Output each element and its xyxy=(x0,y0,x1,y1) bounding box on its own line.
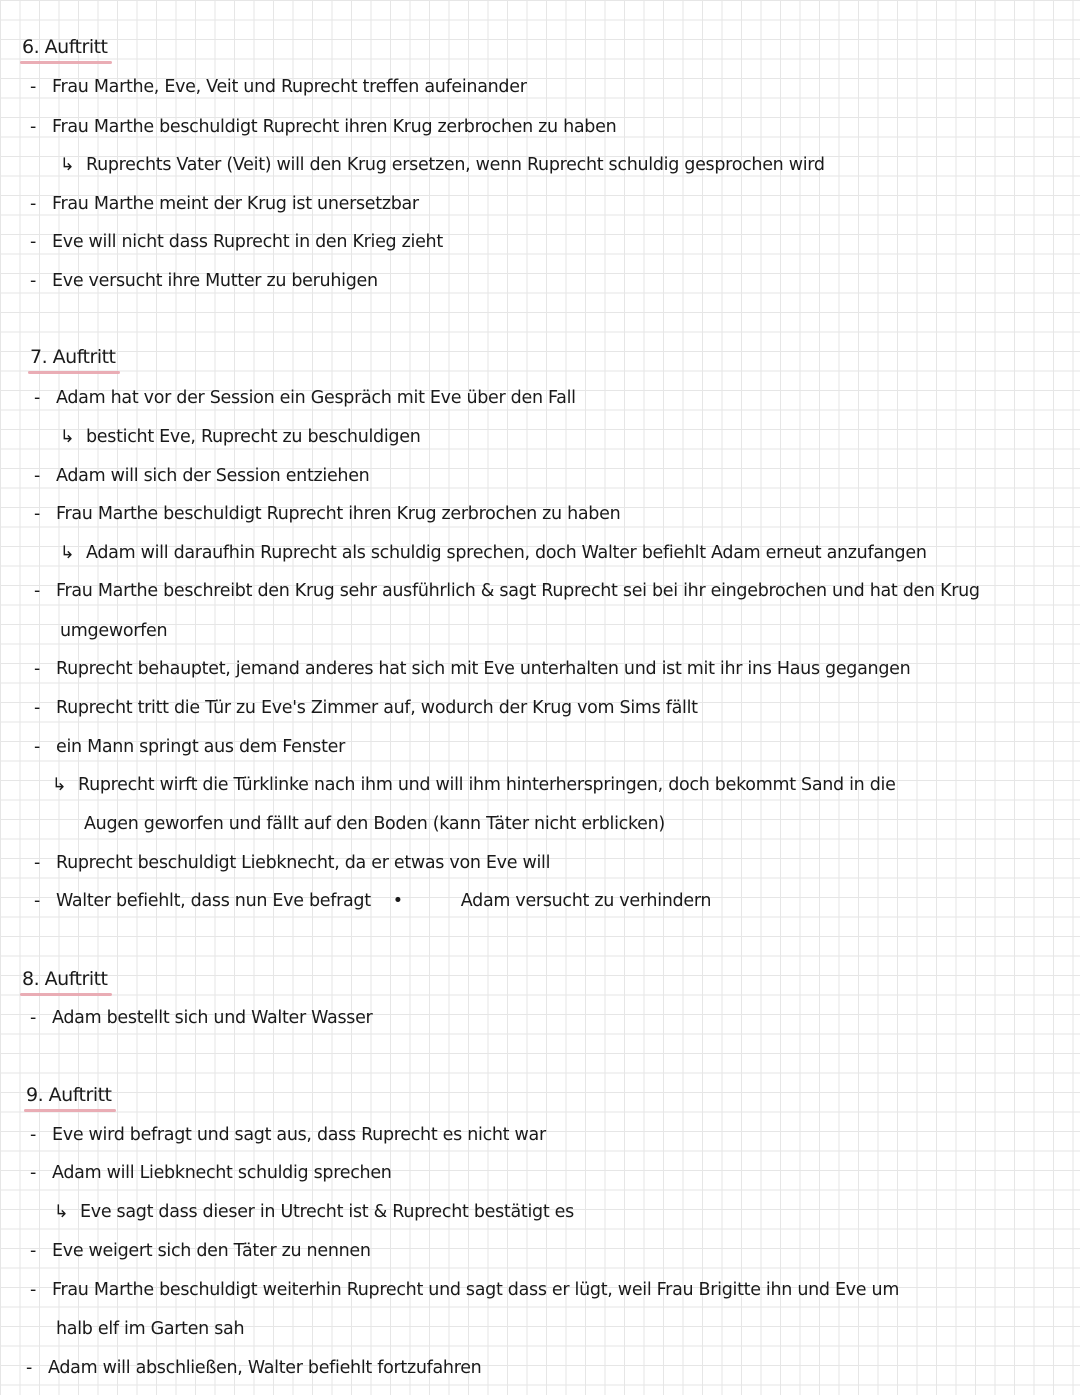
section-heading: 8. Auftritt xyxy=(22,968,108,990)
dash-bullet: - xyxy=(34,504,41,524)
dash-bullet: - xyxy=(34,466,41,486)
arrow-bullet-icon: ↳ xyxy=(60,155,75,175)
heading-underline xyxy=(20,993,112,996)
arrow-bullet-icon: ↳ xyxy=(60,427,75,447)
heading-underline xyxy=(20,61,112,64)
arrow-bullet-icon: ↳ xyxy=(52,775,67,795)
dash-bullet: - xyxy=(30,1163,37,1183)
list-item: - Adam bestellt sich und Walter Wasser xyxy=(30,1008,373,1028)
list-item: - Frau Marthe beschuldigt Ruprecht ihren Krug zerbrochen zu haben xyxy=(34,504,621,524)
list-item: - Frau Marthe, Eve, Veit und Ruprecht treffen aufeinander xyxy=(30,77,527,97)
heading-underline xyxy=(28,371,120,374)
list-item: - Eve wird befragt und sagt aus, dass Ruprecht es nicht war xyxy=(30,1125,546,1145)
arrow-bullet-icon: ↳ xyxy=(60,543,75,563)
dash-bullet: - xyxy=(30,1280,37,1300)
sub-list-item: ↳ Adam will daraufhin Ruprecht als schuldig sprechen, doch Walter befiehlt Adam erneut anzufangen xyxy=(60,543,927,563)
list-item: - Eve versucht ihre Mutter zu beruhigen xyxy=(30,271,378,291)
list-item: - Eve weigert sich den Täter zu nennen xyxy=(30,1241,371,1261)
list-item: - Ruprecht beschuldigt Liebknecht, da er etwas von Eve will xyxy=(34,853,551,873)
sub-list-item: ↳ Ruprechts Vater (Veit) will den Krug ersetzen, wenn Ruprecht schuldig gesprochen wird xyxy=(60,155,825,175)
dash-bullet: - xyxy=(30,77,37,97)
sub-list-item: ↳ Eve sagt dass dieser in Utrecht ist & Ruprecht bestätigt es xyxy=(54,1202,574,1222)
dash-bullet: - xyxy=(34,388,41,408)
dash-bullet: - xyxy=(30,1241,37,1261)
sub-list-item: ↳ besticht Eve, Ruprecht zu beschuldigen xyxy=(60,427,421,447)
dash-bullet: - xyxy=(30,1125,37,1145)
section-heading: 7. Auftritt xyxy=(30,346,116,368)
list-item: - Ruprecht behauptet, jemand anderes hat sich mit Eve unterhalten und ist mit ihr ins Haus gegangen xyxy=(34,659,911,679)
dash-bullet: - xyxy=(34,891,41,911)
list-item: - Ruprecht tritt die Tür zu Eve's Zimmer auf, wodurch der Krug vom Sims fällt xyxy=(34,698,698,718)
dash-bullet: - xyxy=(34,581,41,601)
dash-bullet: - xyxy=(30,1008,37,1028)
sub-list-item: ↳ Ruprecht wirft die Türklinke nach ihm und will ihm hinterherspringen, doch bekommt Sand in die xyxy=(52,775,896,795)
section-heading: 6. Auftritt xyxy=(22,36,108,58)
section-heading: 9. Auftritt xyxy=(26,1084,112,1106)
list-item: - Adam hat vor der Session ein Gespräch mit Eve über den Fall xyxy=(34,388,576,408)
list-item: - Frau Marthe beschreibt den Krug sehr ausführlich & sagt Ruprecht sei bei ihr eingebrochen und hat den Krug xyxy=(34,581,980,601)
list-item: - Adam will abschließen, Walter befiehlt fortzufahren xyxy=(26,1358,482,1378)
dash-bullet: - xyxy=(34,659,41,679)
dash-bullet: - xyxy=(30,232,37,252)
list-item-continuation: Augen geworfen und fällt auf den Boden (kann Täter nicht erblicken) xyxy=(84,814,665,834)
list-item: - Eve will nicht dass Ruprecht in den Krieg zieht xyxy=(30,232,443,252)
dash-bullet: - xyxy=(34,737,41,757)
list-item: - Adam will sich der Session entziehen xyxy=(34,466,370,486)
list-item: - Walter befiehlt, dass nun Eve befragt • Adam versucht zu verhindern xyxy=(34,891,712,911)
dash-bullet: - xyxy=(34,853,41,873)
list-item: - Frau Marthe meint der Krug ist unersetzbar xyxy=(30,194,419,214)
list-item: - Adam will Liebknecht schuldig sprechen xyxy=(30,1163,392,1183)
dash-bullet: - xyxy=(30,271,37,291)
dash-bullet: - xyxy=(30,117,37,137)
list-item-continuation: halb elf im Garten sah xyxy=(56,1319,245,1339)
list-item: - ein Mann springt aus dem Fenster xyxy=(34,737,346,757)
list-item: - Frau Marthe beschuldigt Ruprecht ihren Krug zerbrochen zu haben xyxy=(30,117,617,137)
heading-underline xyxy=(24,1109,116,1112)
arrow-bullet-icon: ↳ xyxy=(54,1202,69,1222)
dash-bullet: - xyxy=(34,698,41,718)
dash-bullet: - xyxy=(26,1358,33,1378)
dot-separator: • xyxy=(392,891,403,911)
dash-bullet: - xyxy=(30,194,37,214)
list-item: - Frau Marthe beschuldigt weiterhin Ruprecht und sagt dass er lügt, weil Frau Brigitte ihn und Eve um xyxy=(30,1280,900,1300)
list-item-continuation: umgeworfen xyxy=(60,621,168,641)
